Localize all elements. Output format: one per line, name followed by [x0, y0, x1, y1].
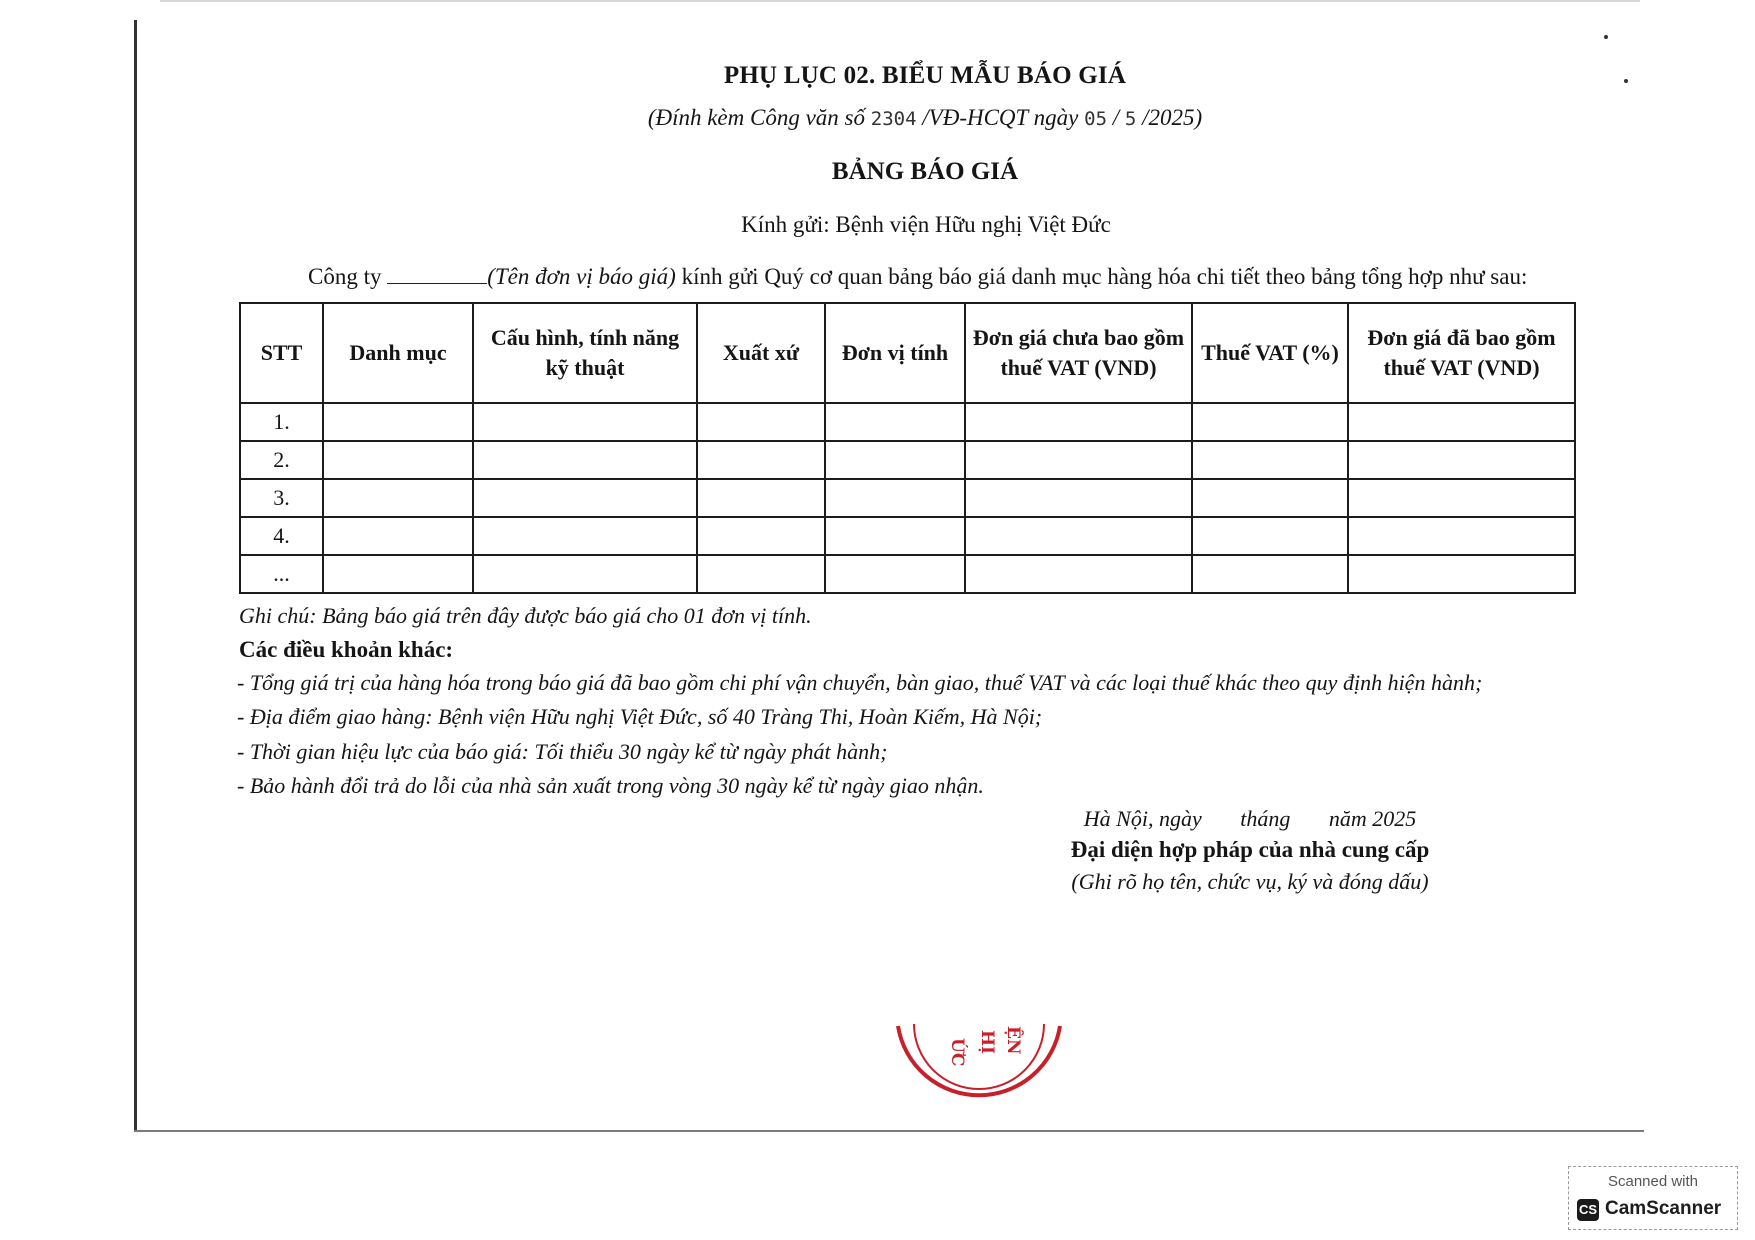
intro-paragraph: Công ty (Tên đơn vị báo giá) kính gửi Quý cơ quan bảng báo giá danh mục hàng hóa chi tiết theo bảng tổng hợp như sau: — [308, 264, 1528, 289]
table-cell — [323, 517, 473, 555]
table-cell — [323, 441, 473, 479]
row-number: 2. — [240, 441, 323, 479]
row-number: 1. — [240, 403, 323, 441]
term-item: - Thời gian hiệu lực của báo giá: Tối thiểu 30 ngày kể từ ngày phát hành; — [237, 739, 888, 764]
signature-date-line: Hà Nội, ngày tháng năm 2025 — [1083, 806, 1417, 831]
camscanner-name: CamScanner — [1605, 1198, 1722, 1219]
table-cell — [1348, 555, 1575, 593]
table-note: Ghi chú: Bảng báo giá trên đây được báo giá cho 01 đơn vị tính. — [239, 603, 812, 628]
signature-title: Đại diện hợp pháp của nhà cung cấp — [1070, 837, 1430, 862]
svg-text:HỊ: HỊ — [977, 1030, 997, 1055]
table-row — [240, 403, 1575, 441]
header-price-excl-vat: Đơn giá chưa bao gồm thuế VAT (VND) — [965, 303, 1192, 403]
table-cell — [1348, 479, 1575, 517]
row-number: ... — [240, 555, 323, 593]
table-cell — [825, 441, 965, 479]
table-cell — [697, 403, 825, 441]
table-cell — [473, 555, 697, 593]
header-specs: Cấu hình, tính năng kỹ thuật — [473, 303, 697, 403]
table-cell — [965, 403, 1192, 441]
header-vat: Thuế VAT (%) — [1192, 303, 1348, 403]
term-item: - Địa điểm giao hàng: Bệnh viện Hữu nghị Việt Đức, số 40 Tràng Thi, Hoàn Kiếm, Hà Nội; — [237, 704, 1043, 729]
term-item: - Tổng giá trị của hàng hóa trong báo giá đã bao gồm chi phí vận chuyển, bàn giao, thuế VAT và các loại thuế khác theo quy định hiện hành; — [237, 670, 1483, 695]
table-row — [240, 555, 1575, 593]
table-cell — [473, 479, 697, 517]
table-cell — [1192, 403, 1348, 441]
table-title: BẢNG BÁO GIÁ — [831, 158, 1019, 185]
company-name-blank — [387, 265, 487, 284]
camscanner-badge — [1568, 1166, 1738, 1230]
row-number: 3. — [240, 479, 323, 517]
table-cell — [1192, 555, 1348, 593]
table-row — [240, 479, 1575, 517]
table-cell — [1192, 479, 1348, 517]
table-cell — [473, 441, 697, 479]
camscanner-scanned-with: Scanned with — [1607, 1173, 1699, 1190]
official-seal-stamp — [884, 1016, 1074, 1126]
handwritten-day: 05 — [1084, 108, 1108, 130]
table-cell — [965, 441, 1192, 479]
svg-text:ỨC: ỨC — [947, 1038, 967, 1067]
table-cell — [323, 555, 473, 593]
term-item: - Bảo hành đổi trả do lỗi của nhà sản xuất trong vòng 30 ngày kể từ ngày giao nhận. — [237, 773, 984, 798]
table-header-row — [240, 303, 1575, 403]
table-row — [240, 441, 1575, 479]
table-cell — [1192, 517, 1348, 555]
table-cell — [1348, 517, 1575, 555]
table-cell — [697, 441, 825, 479]
header-origin: Xuất xứ — [697, 303, 825, 403]
table-cell — [697, 517, 825, 555]
table-cell — [323, 479, 473, 517]
header-unit: Đơn vị tính — [825, 303, 965, 403]
table-cell — [697, 555, 825, 593]
attachment-line: (Đính kèm Công văn số 2304 /VĐ-HCQT ngày 05 / 5 /2025) — [647, 105, 1203, 130]
table-cell — [697, 479, 825, 517]
handwritten-doc-number: 2304 — [870, 108, 917, 130]
table-row — [240, 517, 1575, 555]
greeting: Kính gửi: Bệnh viện Hữu nghị Việt Đức — [741, 212, 1111, 237]
handwritten-month: 5 — [1124, 108, 1137, 130]
table-cell — [965, 517, 1192, 555]
header-category: Danh mục — [323, 303, 473, 403]
table-cell — [825, 517, 965, 555]
header-price-incl-vat: Đơn giá đã bao gồm thuế VAT (VND) — [1348, 303, 1575, 403]
svg-text:ỆN: ỆN — [1003, 1026, 1023, 1055]
table-cell — [1348, 403, 1575, 441]
table-cell — [965, 479, 1192, 517]
table-cell — [825, 403, 965, 441]
table-cell — [825, 479, 965, 517]
row-number: 4. — [240, 517, 323, 555]
terms-heading: Các điều khoản khác: — [239, 637, 454, 662]
table-cell — [1348, 441, 1575, 479]
header-stt: STT — [240, 303, 323, 403]
table-cell — [473, 403, 697, 441]
table-cell — [323, 403, 473, 441]
table-cell — [473, 517, 697, 555]
quote-table — [239, 302, 1576, 594]
appendix-title: PHỤ LỤC 02. BIỂU MẪU BÁO GIÁ — [723, 62, 1127, 89]
table-cell — [1192, 441, 1348, 479]
signature-note: (Ghi rõ họ tên, chức vụ, ký và đóng dấu) — [1071, 869, 1429, 894]
table-cell — [965, 555, 1192, 593]
table-cell — [825, 555, 965, 593]
camscanner-logo-icon: CS — [1577, 1199, 1599, 1221]
